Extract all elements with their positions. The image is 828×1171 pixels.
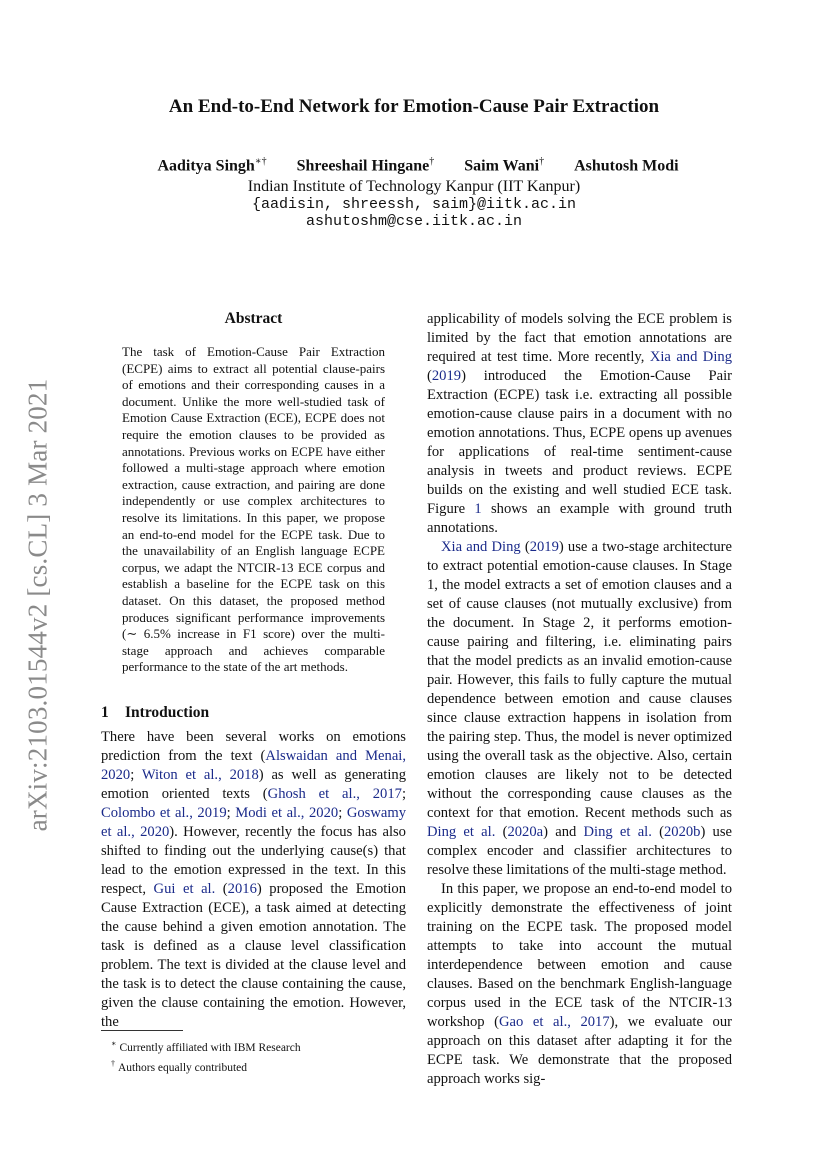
author-block — [0, 156, 828, 230]
left-column — [101, 310, 406, 1032]
paper-title: An End-to-End Network for Emotion-Cause Pair Extraction — [168, 96, 660, 117]
citation-link[interactable]: Goswamy et al., 2020 — [101, 804, 407, 840]
citation-link[interactable]: Witon et al., 2018 — [141, 766, 259, 783]
citation-link[interactable]: Ding et al. — [583, 824, 652, 840]
section-number: 1 — [101, 703, 109, 721]
email-line: {aadisin, shreessh, saim}@iitk.ac.in — [251, 196, 577, 214]
abstract-text: The task of Emotion-Cause Pair Extraction (ECPE) aims to extract all potential clause-pairs of emotions and their corresponding causes in a document. Unlike the more well-studied task of Emotion Cause Extraction (ECE), ECPE does not require the emotion clauses to be provided as annotations. Previous works on ECPE have either followed a multi-stage approach where emotion extraction, cause extraction, and pairing are done independently or use complex architectures to resolve its limitations. In this paper, we propose an end-to-end model for the ECPE task. Due to the unavailability of an English language ECPE corpus, we adapt the NTCIR-13 ECE corpus and establish a baseline for the ECPE task on this dataset. On this dataset, the proposed method produces significant performance improvements (∼ 6.5% increase in F1 score) over the multi-stage approach and achieves comparable performance to the state of the art methods. — [122, 344, 385, 675]
arxiv-stamp — [18, 370, 58, 840]
arxiv-stamp-text: arXiv:2103.01544v2 [cs.CL] 3 Mar 2021 — [22, 378, 53, 832]
citation-link[interactable]: Xia and Ding — [441, 539, 521, 555]
author: Shreeshail Hingane† — [296, 156, 435, 175]
citation-link[interactable]: 2020b — [663, 824, 701, 840]
citation-link[interactable]: 2020a — [507, 824, 544, 840]
citation-link[interactable]: 2016 — [227, 880, 257, 897]
citation-link[interactable]: Gao et al., 2017 — [499, 1014, 610, 1030]
section-heading — [101, 704, 406, 722]
intro-paragraph: applicability of models solving the ECE problem is limited by the fact that emotion annotations are required at test time. More recently, Xia and Ding (2019) introduced the Emotion-Cause Pair Extraction (ECPE) task i.e. extracting all possible emotion-cause clause pairs in a document with no emotion annotations. Thus, ECPE opens up avenues for applications of real-time sentiment-cause analysis in tweets and product reviews. ECPE builds on the existing and well studied ECE task. Figure 1 shows an example with ground truth annotations. — [427, 311, 732, 536]
intro-paragraph: In this paper, we propose an end-to-end model to explicitly demonstrate the effectiveness of joint training on the ECPE task. The proposed model attempts to take into account the mutual interdependence between emotion and cause clauses. Based on the benchmark English-language corpus used in the ECE task of the NTCIR-13 workshop (Gao et al., 2017), we evaluate our approach on this dataset after adapting it for the ECPE task. We demonstrate that the proposed approach works sig- — [427, 881, 732, 1087]
abstract-heading: Abstract — [224, 310, 283, 327]
figure-reference-link[interactable]: 1 — [474, 501, 482, 517]
footnotes — [101, 1030, 406, 1076]
citation-link[interactable]: 2019 — [529, 539, 559, 555]
section-title: Introduction — [125, 703, 210, 721]
citation-link[interactable]: Modi et al., 2020 — [235, 804, 339, 821]
citation-link[interactable]: Ding et al. — [427, 824, 496, 840]
citation-link[interactable]: Colombo et al., 2019 — [101, 804, 227, 821]
author: Aaditya Singh∗† — [157, 156, 267, 175]
email-line: ashutoshm@cse.iitk.ac.in — [305, 213, 523, 231]
citation-link[interactable]: Xia and Ding — [649, 349, 732, 365]
affiliation: Indian Institute of Technology Kanpur (IIT Kanpur) — [247, 178, 581, 196]
footnote: † Authors equally contributed — [111, 1058, 248, 1074]
author: Saim Wani† — [464, 156, 545, 175]
intro-paragraph: Xia and Ding (2019) use a two-stage architecture to extract potential emotion-cause clauses. In Stage 1, the model extracts a set of emotion clauses and a set of cause clauses (not mutually exclusive) from the document. In Stage 2, it performs emotion-cause pairing and filtering, i.e. eliminating pairs that the model predicts as an invalid emotion-cause pair. However, this fails to fully capture the mutual dependence between emotion and cause clauses since clause extraction happens in isolation from the pairing step. Thus, the model is never optimized using the overall task as the objective. Also, certain emotion clauses are likely not to be detected without the corresponding cause clauses as the context for that emotion. Recent methods such as Ding et al. (2020a) and Ding et al. (2020b) use complex encoder and classifier architectures to resolve these limitations of the multi-stage method. — [427, 539, 732, 878]
footnote: ∗ Currently affiliated with IBM Research — [111, 1039, 301, 1054]
footnote-divider — [101, 1030, 183, 1031]
author-list — [8, 156, 828, 175]
citation-link[interactable]: 2019 — [431, 368, 462, 384]
citation-link[interactable]: Alswaidan and Menai, 2020 — [101, 747, 406, 783]
citation-link[interactable]: Ghosh et al., 2017 — [267, 785, 402, 802]
author: Ashutosh Modi — [574, 157, 679, 175]
citation-link[interactable]: Gui et al. — [153, 880, 216, 897]
right-column — [427, 310, 732, 1089]
intro-paragraph: There have been several works on emotions prediction from the text (Alswaidan and Menai, 2020; Witon et al., 2018) as well as generating emotion oriented texts (Ghosh et al., 2017; Colombo et al., 2019; Modi et al., 2020; Goswamy et al., 2020). However, recently the focus has also shifted to finding out the underlying cause(s) that lead to the emotion expressed in the text. In this respect, Gui et al. (2016) proposed the Emotion Cause Extraction (ECE), a task aimed at detecting the cause behind a given emotion annotation. The task is defined as a clause level classification problem. The text is divided at the clause level and the task is to detect the clause containing the cause, given the clause containing the emotion. However, the — [101, 728, 407, 1030]
